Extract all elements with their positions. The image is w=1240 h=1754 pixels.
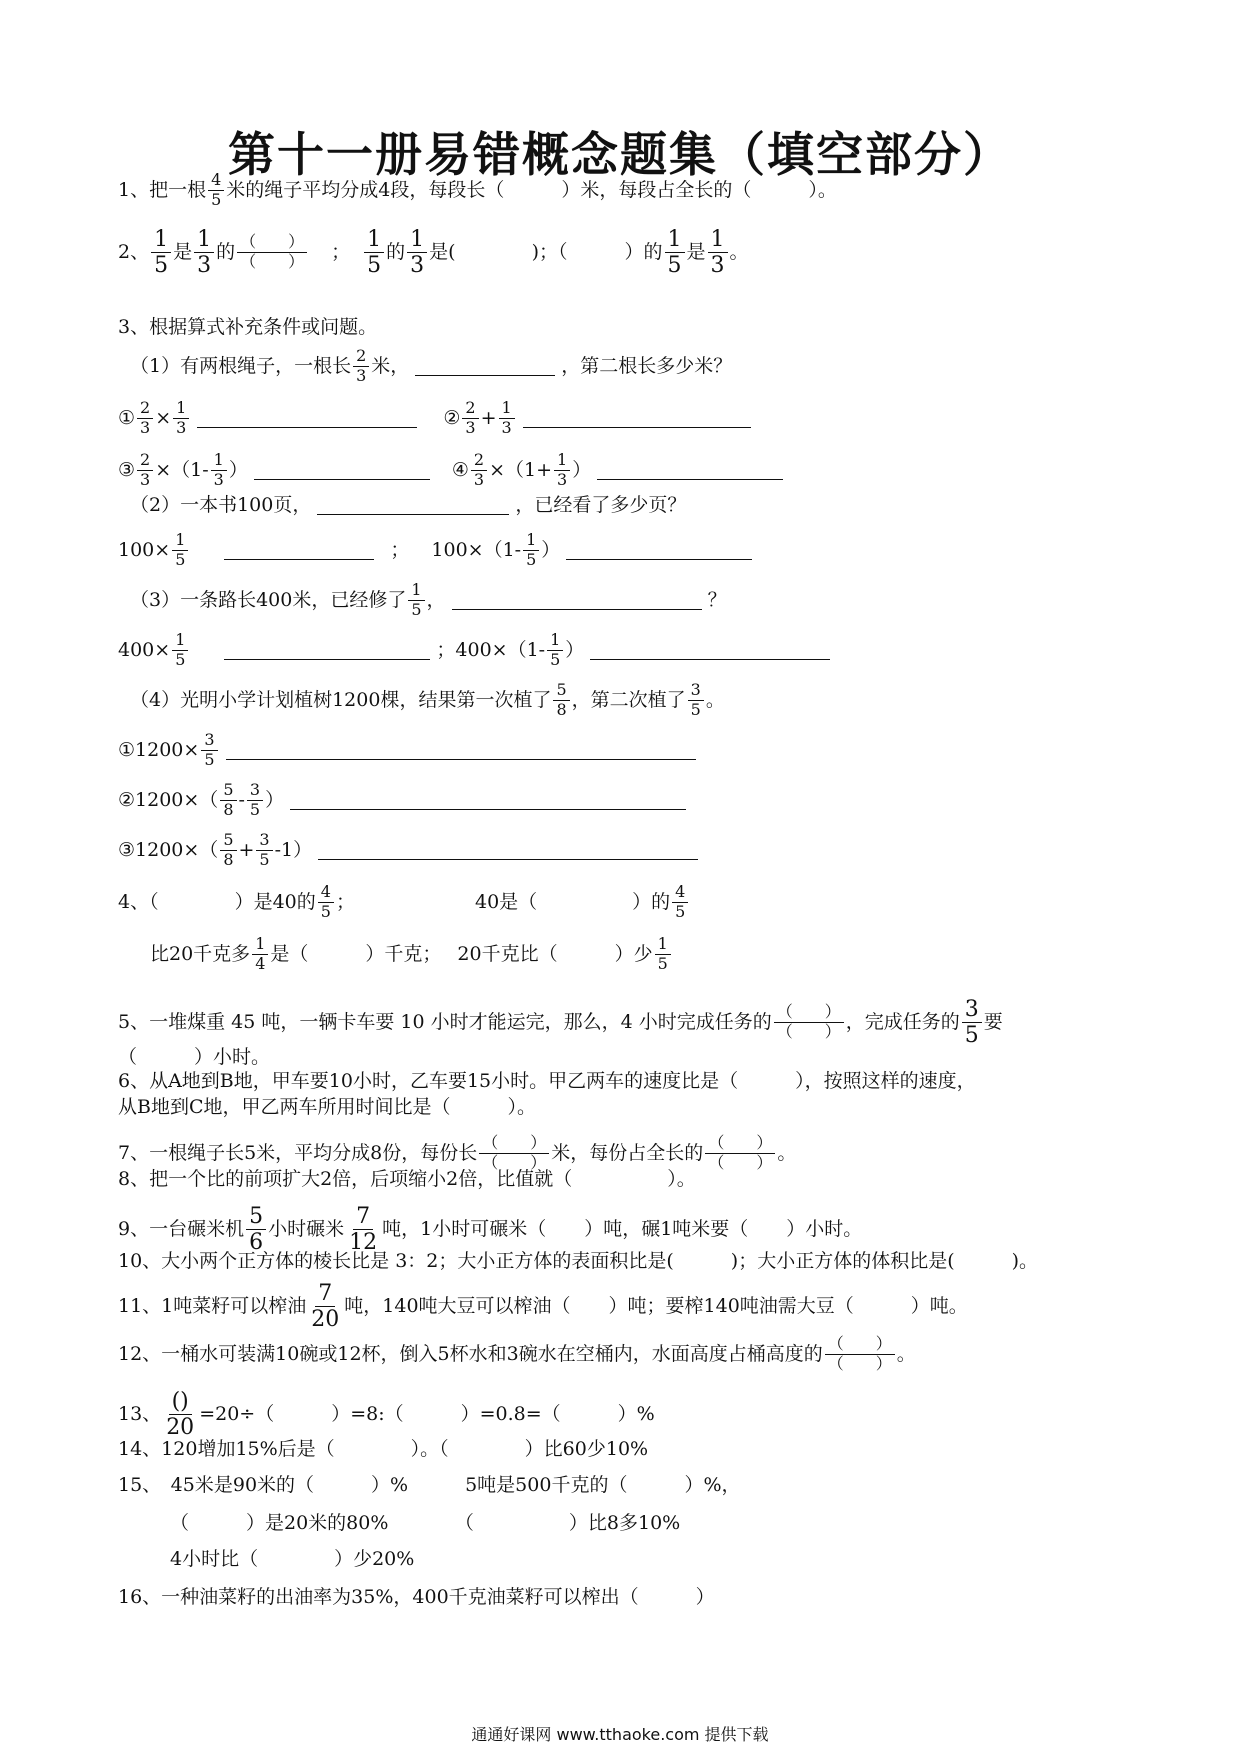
fraction: $\frac{1}{5}$	[665, 228, 685, 277]
blank-fraction[interactable]: $\frac{( )}{( )}$	[825, 1336, 895, 1373]
blank-fraction[interactable]: $\frac{( )}{( )}$	[774, 1004, 844, 1041]
fraction: $\frac{1}{5}$	[655, 936, 671, 973]
footer-credit: 通通好课网 www.tthaoke.com 提供下载	[471, 1725, 769, 1744]
answer-line[interactable]	[290, 791, 686, 810]
fraction: $\frac{7}{12}$	[349, 1204, 378, 1256]
question-9: 9、一台碾米机 $\frac{5}{6}$ 小时碾米 $\frac{7}{12}$ 吨，1小时可碾米（ ）吨，碾1吨米要（ ）小时。	[118, 1204, 863, 1256]
fraction: $\frac{3}{5}$	[962, 998, 982, 1047]
fraction: $\frac{5}{8}$	[220, 832, 236, 869]
fraction: $\frac{4}{5}$	[208, 172, 224, 209]
question-1: 1、把一根 $\frac{4}{5}$ 米的绳子平均分成4段，每段长（ ）米，每段占全长的（ ）。	[118, 170, 837, 209]
fraction: $\frac{()}{20}$	[166, 1389, 195, 1441]
answer-line[interactable]	[318, 841, 698, 860]
fraction: $\frac{4}{5}$	[672, 884, 688, 921]
fraction: $\frac{2}{3}$	[462, 400, 478, 437]
fraction: $\frac{5}{6}$	[246, 1205, 266, 1254]
fraction: $\frac{1}{4}$	[252, 936, 268, 973]
question-13: 13、 $\frac{()}{20}$ =20÷（ ）=8:（ ）=0.8=（ ）%	[118, 1389, 655, 1441]
blank-fraction[interactable]: $\frac{( )}{( )}$	[479, 1135, 549, 1172]
question-10: 10、大小两个正方体的棱长比是 3：2；大小正方体的表面积比是( )；大小正方体的体积比是( )。	[118, 1250, 1039, 1272]
fraction: $\frac{2}{3}$	[137, 452, 153, 489]
question-3-2-row: 100× $\frac{1}{5}$ ； 100×（1- $\frac{1}{5}$ ）	[118, 532, 758, 569]
blank-fraction[interactable]: $\frac{( )}{( )}$	[237, 234, 307, 271]
fraction: $\frac{1}{5}$	[172, 532, 188, 569]
fraction: $\frac{5}{8}$	[220, 782, 236, 819]
fraction: $\frac{1}{3}$	[708, 228, 728, 277]
page-title: 第十一册易错概念题集（填空部分）	[228, 128, 1012, 183]
fraction: $\frac{1}{3}$	[173, 400, 189, 437]
question-15-line-3: 4小时比（ ）少20%	[170, 1548, 415, 1570]
answer-line[interactable]	[597, 461, 783, 480]
question-12: 12、一桶水可装满10碗或12杯，倒入5杯水和3碗水在空桶内，水面高度占桶高度的 $\frac{( )}{( )}$ 。	[118, 1334, 916, 1373]
fraction: $\frac{5}{8}$	[553, 682, 569, 719]
answer-line[interactable]	[523, 409, 751, 428]
question-11: 11、1吨菜籽可以榨油 $\frac{7}{20}$ 吨，140吨大豆可以榨油（ ）吨；要榨140吨油需大豆（ ）吨。	[118, 1281, 968, 1333]
answer-line[interactable]	[197, 409, 417, 428]
fraction: $\frac{1}{3}$	[554, 452, 570, 489]
question-3-1-row-b: ③ $\frac{2}{3}$ ×（1- $\frac{1}{3}$ ） ④ $\frac{2}{3}$ ×（1+ $\frac{1}{3}$ ）	[118, 452, 789, 489]
fraction: $\frac{2}{3}$	[353, 348, 369, 385]
question-15-line-1: 15、 45米是90米的（ ）% 5吨是500千克的（ ）%，	[118, 1474, 741, 1496]
fraction: $\frac{2}{3}$	[471, 452, 487, 489]
question-3-2: （2）一本书100页， ，已经看了多少页？	[130, 494, 687, 516]
fraction: $\frac{3}{5}$	[688, 682, 704, 719]
question-3-4-row-2: ②1200×（ $\frac{5}{8}$ - $\frac{3}{5}$ ）	[118, 782, 692, 819]
answer-line[interactable]	[566, 541, 752, 560]
answer-line[interactable]	[226, 741, 696, 760]
fraction: $\frac{1}{5}$	[172, 632, 188, 669]
question-14: 14、120增加15%后是（ ）。（ ）比60少10%	[118, 1438, 649, 1460]
question-7: 7、一根绳子长5米，平均分成8份，每份长 $\frac{( )}{( )}$ 米，每份占全长的 $\frac{( )}{( )}$ 。	[118, 1133, 797, 1172]
fraction: $\frac{1}{5}$	[408, 582, 424, 619]
fraction: $\frac{7}{20}$	[311, 1281, 340, 1333]
question-3-1: （1）有两根绳子，一根长 $\frac{2}{3}$ 米， ，第二根长多少米？	[130, 346, 733, 385]
question-8: 8、把一个比的前项扩大2倍，后项缩小2倍，比值就（ ）。	[118, 1168, 696, 1190]
question-5-line-2: （ ）小时。	[118, 1046, 271, 1068]
answer-line[interactable]	[224, 641, 430, 660]
answer-line[interactable]	[452, 591, 702, 610]
fraction: $\frac{1}{3}$	[211, 452, 227, 489]
question-4-line-1: 4、（ ）是40的 $\frac{4}{5}$ ； 40是（ ）的 $\frac{4}{5}$	[118, 884, 690, 921]
fraction: $\frac{1}{3}$	[194, 228, 214, 277]
question-15-line-2: （ ）是20米的80% （ ）比8多10%	[170, 1512, 681, 1534]
fraction: $\frac{1}{3}$	[407, 228, 427, 277]
answer-line[interactable]	[254, 461, 430, 480]
question-3-4: （4）光明小学计划植树1200棵，结果第一次植了 $\frac{5}{8}$ ，第二次植了 $\frac{3}{5}$ 。	[130, 680, 725, 719]
fraction: $\frac{3}{5}$	[256, 832, 272, 869]
question-6-line-2: 从B地到C地，甲乙两车所用时间比是（ ）。	[118, 1096, 537, 1118]
blank-fraction[interactable]: $\frac{( )}{( )}$	[705, 1135, 775, 1172]
answer-line[interactable]	[224, 541, 374, 560]
fraction: $\frac{1}{3}$	[499, 400, 515, 437]
question-3-4-row-3: ③1200×（ $\frac{5}{8}$ + $\frac{3}{5}$ -1）	[118, 832, 704, 869]
question-5-line-1: 5、一堆煤重 45 吨，一辆卡车要 10 小时才能运完，那么，4 小时完成任务的 $\frac{( )}{( )}$ ，完成任务的 $\frac{3}{5}$ 要	[118, 997, 1003, 1049]
fraction: $\frac{3}{5}$	[247, 782, 263, 819]
fraction: $\frac{1}{5}$	[547, 632, 563, 669]
fraction: $\frac{4}{5}$	[318, 884, 334, 921]
question-4-line-2: 比20千克多 $\frac{1}{4}$ 是（ ）千克； 20千克比（ ）少 $\frac{1}{5}$	[150, 936, 673, 973]
question-3-3: （3）一条路长400米，已经修了 $\frac{1}{5}$ ， ？	[130, 580, 727, 619]
fraction: $\frac{1}{5}$	[364, 228, 384, 277]
fraction: $\frac{1}{5}$	[523, 532, 539, 569]
fraction: $\frac{1}{5}$	[151, 228, 171, 277]
question-3-3-row: 400× $\frac{1}{5}$ ； 400×（1- $\frac{1}{5}$ ）	[118, 632, 836, 669]
answer-line[interactable]	[590, 641, 830, 660]
answer-line[interactable]	[415, 357, 555, 376]
fraction: $\frac{3}{5}$	[201, 732, 217, 769]
answer-line[interactable]	[317, 496, 509, 515]
question-16: 16、一种油菜籽的出油率为35%，400千克油菜籽可以榨出（ ）	[118, 1586, 715, 1608]
question-2: 2、 $\frac{1}{5}$ 是 $\frac{1}{3}$ 的 $\frac{( )}{( )}$ ； $\frac{1}{5}$ 的 $\frac{1}{3}$ 是( )；（ ）的 $\frac{1}{5}$ 是 $\frac{1}{3}$ 。	[118, 227, 749, 279]
question-6-line-1: 6、从A地到B地，甲车要10小时，乙车要15小时。甲乙两车的速度比是（ ），按照这样的速度，	[118, 1070, 976, 1092]
question-3-4-row-1: ①1200× $\frac{3}{5}$	[118, 732, 702, 769]
question-3-heading: 3、根据算式补充条件或问题。	[118, 316, 378, 338]
fraction: $\frac{2}{3}$	[137, 400, 153, 437]
question-3-1-row-a: ① $\frac{2}{3}$ × $\frac{1}{3}$ ② $\frac{2}{3}$ + $\frac{1}{3}$	[118, 400, 757, 437]
